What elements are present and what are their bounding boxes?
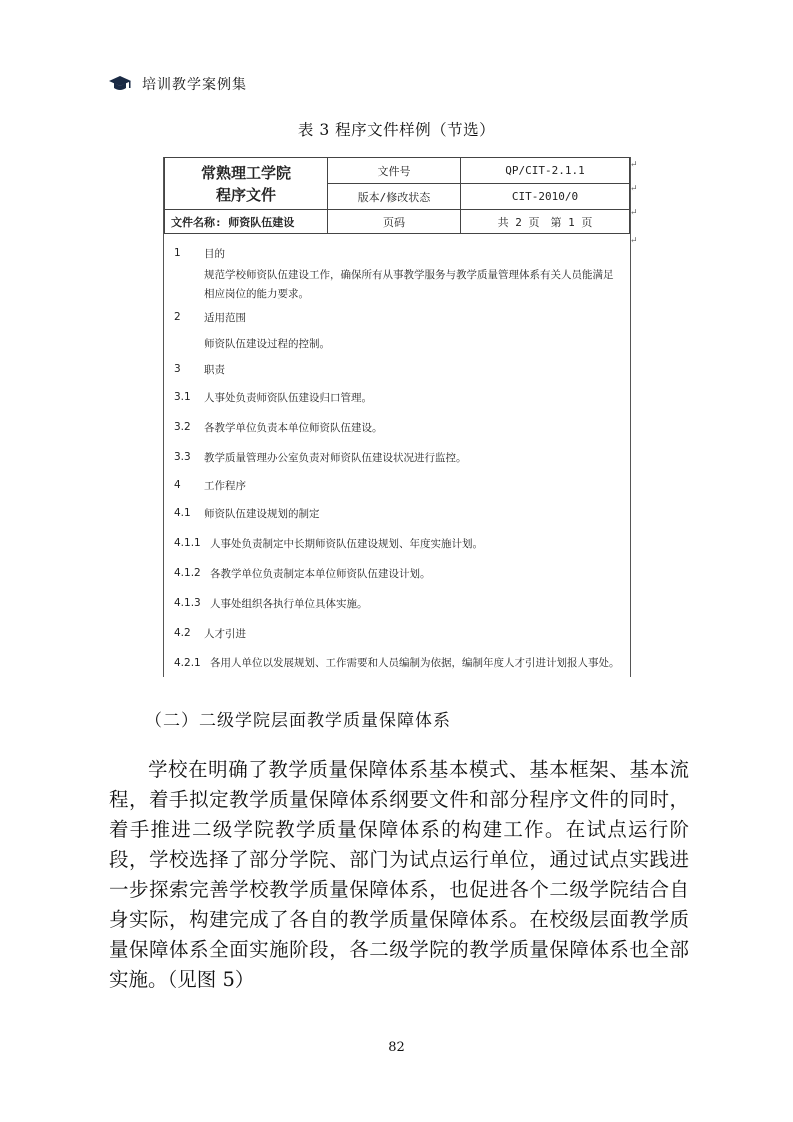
table-caption: 表 3 程序文件样例（节选） <box>297 121 496 139</box>
page-label: 页码 <box>328 210 461 234</box>
doc-no-value: QP/CIT-2.1.1 <box>461 158 630 184</box>
procedure-document-image <box>163 157 631 677</box>
doc-line: 3.2 各教学单位负责本单位师资队伍建设。 <box>174 421 383 434</box>
doc-line: 3.1 人事处负责师资队伍建设归口管理。 <box>174 391 372 404</box>
doc-line: 4.1.1 人事处负责制定中长期师资队伍建设规划、年度实施计划。 <box>174 537 483 550</box>
doc-line: 1 目的 <box>174 247 225 260</box>
doc-line: 师资队伍建设过程的控制。 <box>204 337 330 350</box>
doc-line: 4.1.2 各教学单位负责制定本单位师资队伍建设计划。 <box>174 567 431 580</box>
running-header <box>108 74 247 94</box>
doc-line: 3 职责 <box>174 363 225 376</box>
version-value: CIT-2010/0 <box>461 184 630 210</box>
doc-line: 4.1.3 人事处组织各执行单位具体实施。 <box>174 597 368 610</box>
doc-line: 规范学校师资队伍建设工作，确保所有从事教学服务与教学质量管理体系有关人员能满足相应岗位的能力要求。 <box>204 269 614 300</box>
file-name-label: 文件名称: 师资队伍建设 <box>165 210 328 234</box>
doc-line: 3.3 教学质量管理办公室负责对师资队伍建设状况进行监控。 <box>174 451 467 464</box>
doc-line: 4.1 师资队伍建设规划的制定 <box>174 507 320 520</box>
doc-line: 4.2 人才引进 <box>174 627 246 640</box>
document-header-table <box>164 157 630 234</box>
doc-line: 2 适用范围 <box>174 311 246 324</box>
org-name: 常熟理工学院 <box>200 163 291 182</box>
section-heading: （二）二级学院层面教学质量保障体系 <box>145 711 451 731</box>
doc-line: 4 工作程序 <box>174 479 246 492</box>
page-number: 82 <box>388 1040 405 1055</box>
page-value: 共 2 页 第 1 页 <box>461 210 630 234</box>
body-paragraph: 学校在明确了教学质量保障体系基本模式、基本框架、基本流程，着手拟定教学质量保障体系纲要文件和部分程序文件的同时，着手推进二级学院教学质量保障体系的构建工作。在试点运行阶段，学校选择了部分学院、部门为试点运行单位，通过试点实践进一步探索完善学校教学质量保障体系，也促进各个二级学院结合自身实际，构建完成了各自的教学质量保障体系。在校级层面教学质量保障体系全面实施阶段，各二级学院的教学质量保障体系也全部实施。（见图 5） <box>109 758 689 991</box>
graduation-cap-icon <box>108 74 132 94</box>
version-label: 版本/修改状态 <box>328 184 461 210</box>
doc-line: 4.2.1 各用人单位以发展规划、工作需要和人员编制为依据，编制年度人才引进计划报人事处。 <box>174 657 620 669</box>
doc-no-label: 文件号 <box>328 158 461 184</box>
header-title: 培训教学案例集 <box>142 77 247 93</box>
doc-type: 程序文件 <box>215 185 276 204</box>
org-cell <box>165 158 328 210</box>
document-body <box>164 234 630 673</box>
